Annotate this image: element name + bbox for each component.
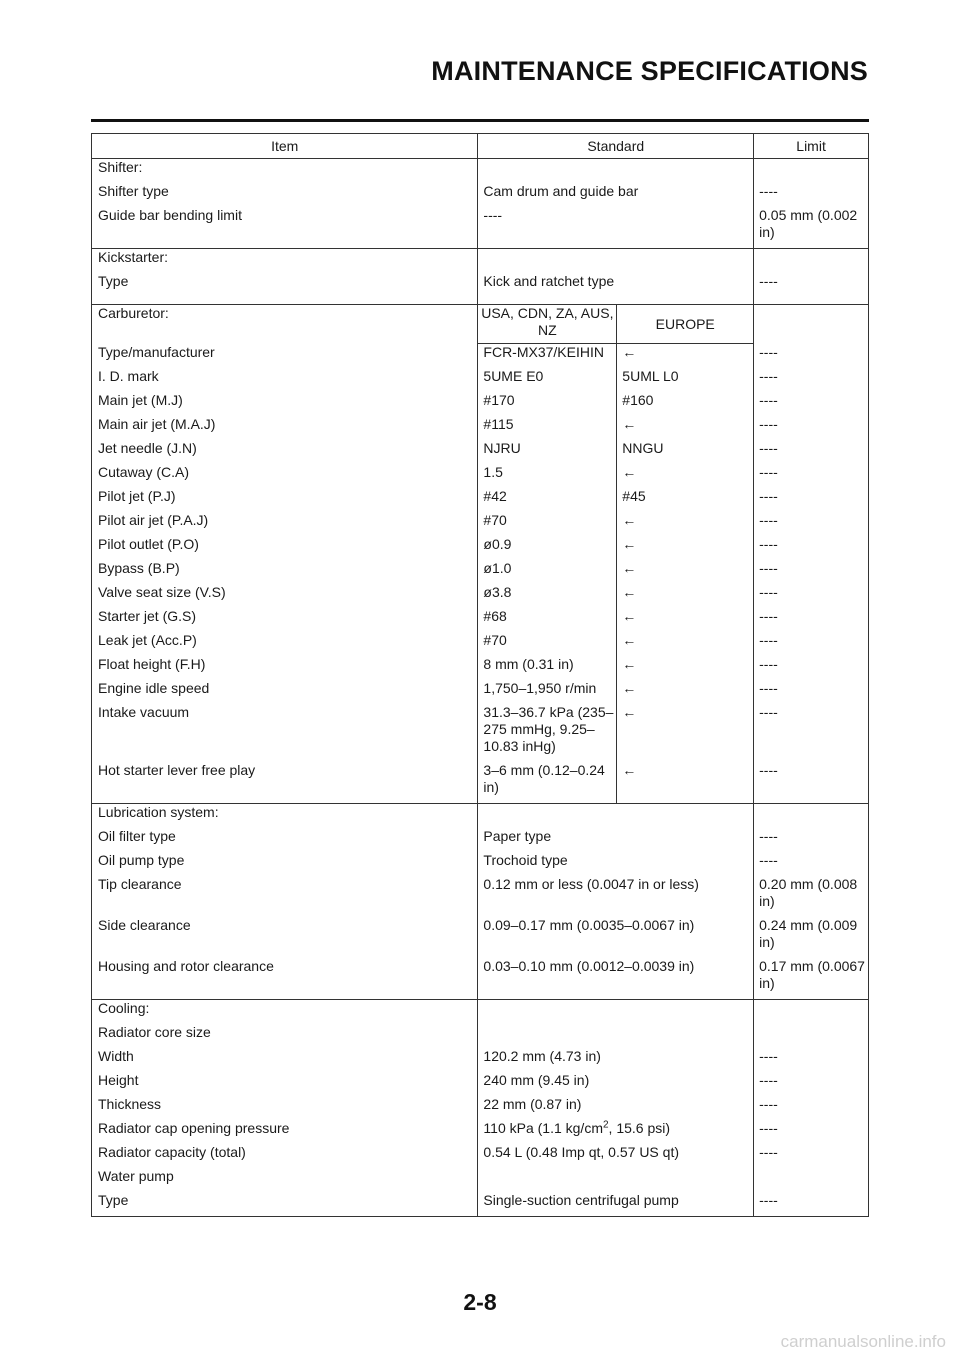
spec-usa-value: NJRU (478, 440, 617, 464)
spec-limit: ---- (759, 273, 778, 289)
spec-standard: 0.12 mm or less (0.0047 in or less) (478, 876, 754, 917)
spec-limit: 0.05 mm (0.002 in) (759, 207, 858, 240)
spec-standard: 0.09–0.17 mm (0.0035–0.0067 in) (478, 917, 754, 958)
section-lubrication (92, 804, 869, 1000)
spec-item: Pilot jet (P.J) (92, 488, 478, 512)
spec-usa-value: #115 (478, 416, 617, 440)
spec-item: Radiator cap opening pressure (92, 1120, 478, 1144)
spec-limit: ---- (759, 392, 778, 408)
spec-standard: 0.03–0.10 mm (0.0012–0.0039 in) (478, 958, 754, 1000)
spec-item: Engine idle speed (92, 680, 478, 704)
spec-europe-value: NNGU (617, 440, 754, 464)
spec-limit: ---- (759, 1096, 778, 1112)
spec-item: Float height (F.H) (92, 656, 478, 680)
spec-item: Hot starter lever free play (92, 762, 478, 804)
spec-item: Width (92, 1048, 478, 1072)
table-row (92, 917, 869, 958)
spec-item: Cutaway (C.A) (92, 464, 478, 488)
spec-limit: ---- (759, 560, 778, 576)
table-row (92, 368, 869, 392)
spec-item: I. D. mark (92, 368, 478, 392)
table-row (92, 512, 869, 536)
usa-column-header: USA, CDN, ZA, AUS, NZ (478, 305, 617, 344)
header-item: Item (92, 134, 478, 159)
spec-usa-value: 31.3–36.7 kPa (235–275 mmHg, 9.25–10.83 inHg) (478, 704, 617, 762)
table-row (92, 440, 869, 464)
spec-europe-value: ← (617, 704, 754, 762)
table-row (92, 584, 869, 608)
spec-limit: 0.20 mm (0.008 in) (759, 876, 858, 909)
spec-standard: ---- (478, 207, 754, 249)
table-row (92, 1120, 869, 1144)
spec-item: Oil pump type (92, 852, 478, 876)
title-rule (91, 119, 869, 122)
spec-standard: 0.54 L (0.48 Imp qt, 0.57 US qt) (478, 1144, 754, 1168)
section-shifter (92, 159, 869, 249)
table-row (92, 464, 869, 488)
spec-item: Housing and rotor clearance (92, 958, 478, 1000)
table-row (92, 608, 869, 632)
table-row (92, 876, 869, 917)
spec-limit: ---- (759, 704, 778, 720)
spec-limit: ---- (759, 1192, 778, 1208)
table-row (92, 632, 869, 656)
spec-usa-value: ø0.9 (478, 536, 617, 560)
spec-limit: ---- (759, 1144, 778, 1160)
spec-item: Intake vacuum (92, 704, 478, 762)
section-title: Carburetor: (92, 305, 478, 344)
spec-item: Thickness (92, 1096, 478, 1120)
table-row (92, 958, 869, 1000)
spec-europe-value: ← (617, 656, 754, 680)
table-row (92, 704, 869, 762)
spec-limit: ---- (759, 632, 778, 648)
spec-item: Jet needle (J.N) (92, 440, 478, 464)
spec-usa-value: 5UME E0 (478, 368, 617, 392)
spec-europe-value: ← (617, 584, 754, 608)
spec-limit: ---- (759, 608, 778, 624)
spec-europe-value: ← (617, 632, 754, 656)
spec-europe-value: ← (617, 344, 754, 369)
spec-limit: ---- (759, 680, 778, 696)
spec-standard: Trochoid type (478, 852, 754, 876)
spec-usa-value: 3–6 mm (0.12–0.24 in) (478, 762, 617, 804)
spec-usa-value: 1.5 (478, 464, 617, 488)
spec-standard: 22 mm (0.87 in) (478, 1096, 754, 1120)
spec-item: Type (92, 1192, 478, 1217)
table-row (92, 1024, 869, 1048)
spec-standard: Kick and ratchet type (478, 273, 754, 305)
spec-usa-value: ø1.0 (478, 560, 617, 584)
spec-item: Type/manufacturer (92, 344, 478, 369)
spec-europe-value: #160 (617, 392, 754, 416)
spec-usa-value: #70 (478, 632, 617, 656)
section-cooling (92, 1000, 869, 1217)
section-title: Lubrication system: (92, 804, 478, 829)
spec-europe-value: 5UML L0 (617, 368, 754, 392)
table-row (92, 305, 869, 344)
spec-standard: 240 mm (9.45 in) (478, 1072, 754, 1096)
table-row (92, 804, 869, 829)
spec-limit: ---- (759, 536, 778, 552)
spec-item: Pilot air jet (P.A.J) (92, 512, 478, 536)
table-row (92, 762, 869, 804)
table-row (92, 852, 869, 876)
table-row (92, 183, 869, 207)
spec-item: Starter jet (G.S) (92, 608, 478, 632)
spec-item: Guide bar bending limit (92, 207, 478, 249)
spec-standard: Paper type (478, 828, 754, 852)
spec-limit: ---- (759, 416, 778, 432)
table-row (92, 392, 869, 416)
table-row (92, 1144, 869, 1168)
spec-item: Valve seat size (V.S) (92, 584, 478, 608)
spec-usa-value: FCR-MX37/KEIHIN (478, 344, 617, 369)
table-row (92, 1168, 869, 1192)
spec-item: Leak jet (Acc.P) (92, 632, 478, 656)
table-row (92, 680, 869, 704)
spec-item: Shifter type (92, 183, 478, 207)
spec-item: Type (92, 273, 478, 305)
spec-limit: ---- (759, 1048, 778, 1064)
spec-limit: ---- (759, 1120, 778, 1136)
spec-limit: ---- (759, 343, 778, 360)
spec-europe-value: #45 (617, 488, 754, 512)
spec-usa-value: #170 (478, 392, 617, 416)
spec-limit: ---- (759, 440, 778, 456)
section-carburetor (92, 305, 869, 804)
watermark: carmanualsonline.info (780, 1332, 946, 1351)
header-standard: Standard (478, 134, 754, 159)
table-header-row (92, 134, 869, 159)
spec-usa-value: #42 (478, 488, 617, 512)
spec-item: Main jet (M.J) (92, 392, 478, 416)
spec-usa-value: ø3.8 (478, 584, 617, 608)
europe-column-header: EUROPE (617, 305, 754, 344)
section-title: Cooling: (92, 1000, 478, 1025)
spec-europe-value: ← (617, 416, 754, 440)
spec-europe-value: ← (617, 608, 754, 632)
table-row (92, 416, 869, 440)
spec-item: Pilot outlet (P.O) (92, 536, 478, 560)
spec-limit: ---- (759, 183, 778, 199)
spec-europe-value: ← (617, 512, 754, 536)
spec-limit: ---- (759, 368, 778, 384)
spec-item: Oil filter type (92, 828, 478, 852)
specifications-table (91, 133, 869, 1217)
table-row (92, 1000, 869, 1025)
spec-limit: ---- (759, 1072, 778, 1088)
table-row (92, 1048, 869, 1072)
table-row (92, 1096, 869, 1120)
spec-limit: ---- (759, 656, 778, 672)
table-row (92, 656, 869, 680)
spec-limit: ---- (759, 828, 778, 844)
spec-item: Bypass (B.P) (92, 560, 478, 584)
spec-limit: ---- (759, 512, 778, 528)
spec-group-label: Water pump (92, 1168, 478, 1192)
spec-europe-value: ← (617, 680, 754, 704)
spec-limit: ---- (759, 488, 778, 504)
spec-standard: Single-suction centrifugal pump (478, 1192, 754, 1217)
spec-item: Height (92, 1072, 478, 1096)
spec-europe-value: ← (617, 536, 754, 560)
spec-usa-value: 8 mm (0.31 in) (478, 656, 617, 680)
table-row (92, 536, 869, 560)
table-row (92, 1072, 869, 1096)
spec-standard: 110 kPa (1.1 $kg/cm^2$, 15.6 psi) (478, 1120, 754, 1144)
table-row (92, 344, 869, 369)
section-title: Kickstarter: (92, 249, 478, 274)
spec-europe-value: ← (617, 560, 754, 584)
spec-standard: Cam drum and guide bar (478, 183, 754, 207)
spec-item: Main air jet (M.A.J) (92, 416, 478, 440)
section-kickstarter (92, 249, 869, 305)
spec-item: Tip clearance (92, 876, 478, 917)
spec-limit: ---- (759, 852, 778, 868)
table-row (92, 273, 869, 305)
spec-europe-value: ← (617, 464, 754, 488)
spec-item: Side clearance (92, 917, 478, 958)
spec-usa-value: #70 (478, 512, 617, 536)
table-row (92, 828, 869, 852)
spec-usa-value: #68 (478, 608, 617, 632)
spec-limit: ---- (759, 464, 778, 480)
section-title: Shifter: (92, 159, 478, 184)
table-row (92, 159, 869, 184)
spec-limit: ---- (759, 762, 778, 778)
spec-usa-value: 1,750–1,950 r/min (478, 680, 617, 704)
spec-item: Radiator capacity (total) (92, 1144, 478, 1168)
page-number: 2-8 (463, 1289, 497, 1315)
table-row (92, 560, 869, 584)
spec-europe-value: ← (617, 762, 754, 804)
table-row (92, 1192, 869, 1217)
spec-group-label: Radiator core size (92, 1024, 478, 1048)
table-row (92, 207, 869, 249)
table-row (92, 249, 869, 274)
spec-limit: ---- (759, 584, 778, 600)
table-row (92, 488, 869, 512)
spec-standard: 120.2 mm (4.73 in) (478, 1048, 754, 1072)
page-title: MAINTENANCE SPECIFICATIONS (431, 56, 868, 86)
spec-limit: 0.17 mm (0.0067 in) (759, 958, 865, 991)
header-limit: Limit (754, 134, 869, 159)
spec-limit: 0.24 mm (0.009 in) (759, 917, 858, 950)
